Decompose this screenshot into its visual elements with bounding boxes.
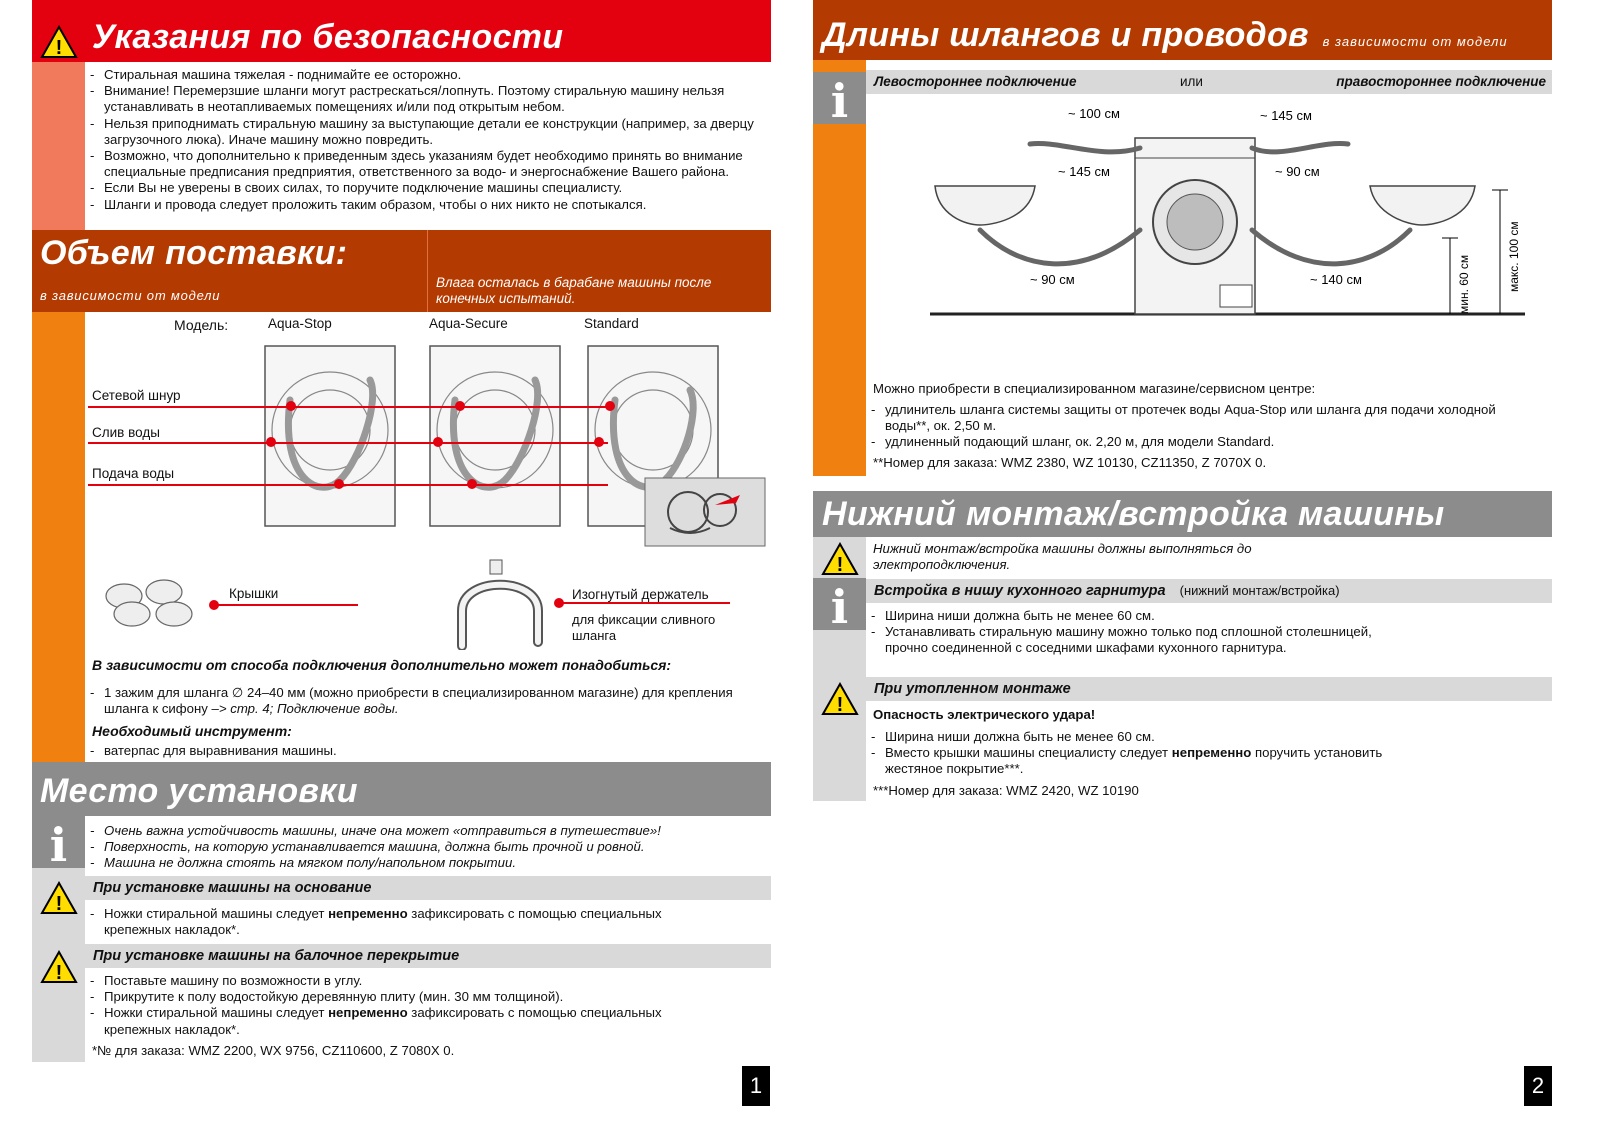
list-item: - Ножки стиральной машины следует непременно зафиксировать с помощью специальных крепежных накладок*. (88, 906, 688, 938)
list-item: - удлинитель шланга системы защиты от протечек воды Aqua-Stop или шланга для подачи холодной воды**, ок. 2,50 м. (869, 402, 1509, 434)
holder-desc: для фиксации сливного шланга (572, 612, 716, 643)
page-number: 2 (1524, 1066, 1552, 1106)
delivery-header-divider (427, 230, 428, 312)
place-title: Место установки (40, 772, 358, 810)
indicator-dot (286, 401, 296, 411)
base-heading: При установке машины на основание (85, 876, 771, 900)
purchase-intro: Можно приобрести в специализированном магазине/сервисном центре: (873, 381, 1316, 396)
list-item: - Шланги и провода следует проложить таким образом, чтобы о них никто не спотыкался. (88, 197, 768, 213)
indicator-line (88, 406, 608, 408)
delivery-title: Объем поставки: (40, 234, 348, 272)
warning-icon (40, 950, 78, 984)
list-item: - Поверхность, на которую устанавливается машина, должна быть прочной и ровной. (88, 839, 768, 855)
machines-illustration (260, 340, 780, 570)
list-item: - Ширина ниши должна быть не менее 60 см. (869, 729, 1409, 745)
list-item: - Ножки стиральной машины следует непременно зафиксировать с помощью специальных крепежных накладок*. (88, 1005, 688, 1037)
indicator-dot (467, 479, 477, 489)
dim-label: ~ 140 см (1310, 272, 1362, 287)
list-item: - Возможно, что дополнительно к приведенным здесь указаниям будет необходимо принять во внимание специальные предписания предприятия, ответственного за водо- и энергоснабжение Вашего района. (88, 148, 768, 180)
indicator-line (88, 484, 608, 486)
recessed-heading: При утопленном монтаже (866, 677, 1552, 701)
svg-text:!: ! (836, 694, 844, 716)
purchase-list (869, 402, 1509, 451)
dim-label: мин. 60 см (1457, 254, 1471, 314)
indicator-line (88, 442, 608, 444)
dim-label: ~ 100 см (1068, 106, 1120, 121)
dim-label: ~ 145 см (1260, 108, 1312, 123)
base-list (88, 906, 688, 938)
shock-warning: Опасность электрического удара! (873, 707, 1096, 722)
hoses-order: **Номер для заказа: WMZ 2380, WZ 10130, CZ11350, Z 7070X 0. (873, 455, 1267, 470)
holder-illustration (450, 556, 550, 650)
list-item: - Внимание! Перемерзшие шланги могут растрескаться/лопнуть. Поэтому стиральную машину нельзя устанавливать в неотапливаемых помещениях и/или под открытым небом. (88, 83, 768, 115)
connection-bar (866, 70, 1552, 94)
list-item: - Устанавливать стиральную машину можно только под сплошной столешницей, прочно соединенной с соседними шкафами кухонного гарнитура. (869, 624, 1409, 656)
tool-heading: Необходимый инструмент: (92, 723, 292, 739)
warning-icon (40, 881, 78, 915)
list-item: - Вместо крышки машины специалисту следует непременно поручить установить жестяное покрытие***. (869, 745, 1409, 777)
warning-icon (821, 542, 859, 576)
part-power-cord: Сетевой шнур (92, 388, 181, 403)
indicator-dot (433, 437, 443, 447)
page-number: 1 (742, 1066, 770, 1106)
list-item: - 1 зажим для шланга ∅ 24–40 мм (можно приобрести в специализированном магазине) для крепления шланга к сифону –> стр. 4; Подключение воды. (88, 685, 768, 717)
list-item: - Прикрутите к полу водостойкую деревянную плиту (мин. 30 мм толщиной). (88, 989, 688, 1005)
list-item: - удлиненный подающий шланг, ок. 2,20 м, для модели Standard. (869, 434, 1509, 450)
safety-sidebar (32, 62, 85, 230)
indicator-dot (605, 401, 615, 411)
svg-text:!: ! (836, 554, 844, 576)
info-icon: i (830, 74, 849, 128)
niche-bar (866, 579, 1552, 603)
list-item: - Поставьте машину по возможности в углу. (88, 973, 688, 989)
dim-label: макс. 100 см (1507, 221, 1521, 292)
dim-label: ~ 145 см (1058, 164, 1110, 179)
extra-heading: В зависимости от способа подключения дополнительно может понадобиться: (92, 657, 672, 673)
safety-title: Указания по безопасности (92, 18, 564, 56)
builtin-sidebar (813, 537, 866, 801)
list-item: - Если Вы не уверены в своих силах, то поручите подключение машины специалисту. (88, 180, 768, 196)
builtin-order: ***Номер для заказа: WMZ 2420, WZ 10190 (873, 783, 1139, 798)
warning-icon (40, 25, 78, 59)
builtin-title: Нижний монтаж/встройка машины (822, 495, 1445, 533)
delivery-subtitle: в зависимости от модели (40, 288, 221, 303)
part-water-supply: Подача воды (92, 466, 175, 481)
list-item: - Стиральная машина тяжелая - поднимайте ее осторожно. (88, 67, 768, 83)
left-connection: Левостороннее подключение (874, 74, 1077, 89)
dim-label: ~ 90 см (1030, 272, 1075, 287)
svg-text:!: ! (55, 962, 63, 984)
recessed-list (869, 729, 1409, 778)
info-icon: i (830, 580, 849, 634)
model-label: Модель: (174, 317, 229, 333)
beam-list (88, 973, 688, 1038)
list-item: - ватерпас для выравнивания машины. (88, 743, 768, 759)
extra-list (88, 685, 768, 717)
part-drain: Слив воды (92, 425, 160, 440)
delivery-sidebar (32, 312, 85, 762)
indicator-dot (594, 437, 604, 447)
indicator-dot (266, 437, 276, 447)
model-aqua-secure: Aqua-Secure (429, 316, 508, 331)
svg-text:!: ! (55, 37, 63, 59)
list-item: - Нельзя приподнимать стиральную машину за выступающие детали ее конструкции (например, за дверцу загрузочного люка). Иначе машину можно повредить. (88, 116, 768, 148)
indicator-line (560, 602, 730, 604)
hoses-title: Длины шлангов и проводов в зависимости от модели (822, 16, 1508, 54)
list-item: - Ширина ниши должна быть не менее 60 см. (869, 608, 1409, 624)
info-icon: i (49, 818, 68, 872)
niche-list (869, 608, 1409, 657)
holder-label: Изогнутый держатель (572, 587, 709, 602)
safety-list (88, 67, 768, 213)
warning-icon (821, 682, 859, 716)
list-item: - Очень важна устойчивость машины, иначе она может «отправиться в путешествие»! (88, 823, 768, 839)
indicator-dot (334, 479, 344, 489)
place-order: *№ для заказа: WMZ 2200, WX 9756, CZ110600, Z 7080X 0. (92, 1043, 455, 1058)
right-connection: правостороннее подключение (1336, 74, 1546, 89)
indicator-dot (455, 401, 465, 411)
list-item: - Машина не должна стоять на мягком полу/напольном покрытии. (88, 855, 768, 871)
indicator-line (214, 604, 358, 606)
niche-heading: Встройка в нишу кухонного гарнитура (874, 583, 1166, 599)
hoses-diagram (930, 100, 1530, 325)
caps-label: Крышки (229, 586, 279, 601)
niche-note: (нижний монтаж/встройка) (1179, 583, 1340, 598)
svg-text:!: ! (55, 893, 63, 915)
place-info-list (88, 823, 768, 872)
builtin-warning: Нижний монтаж/встройка машины должны выполняться до электроподключения. (873, 541, 1252, 573)
or-label: или (1180, 74, 1203, 89)
delivery-note: Влага осталась в барабане машины после конечных испытаний. (436, 275, 712, 306)
model-aqua-stop: Aqua-Stop (268, 316, 332, 331)
beam-heading: При установке машины на балочное перекрытие (85, 944, 771, 968)
hoses-title-note: в зависимости от модели (1322, 34, 1508, 49)
caps-illustration (102, 578, 202, 630)
model-standard: Standard (584, 316, 639, 331)
tool-list (88, 743, 768, 759)
dim-label: ~ 90 см (1275, 164, 1320, 179)
